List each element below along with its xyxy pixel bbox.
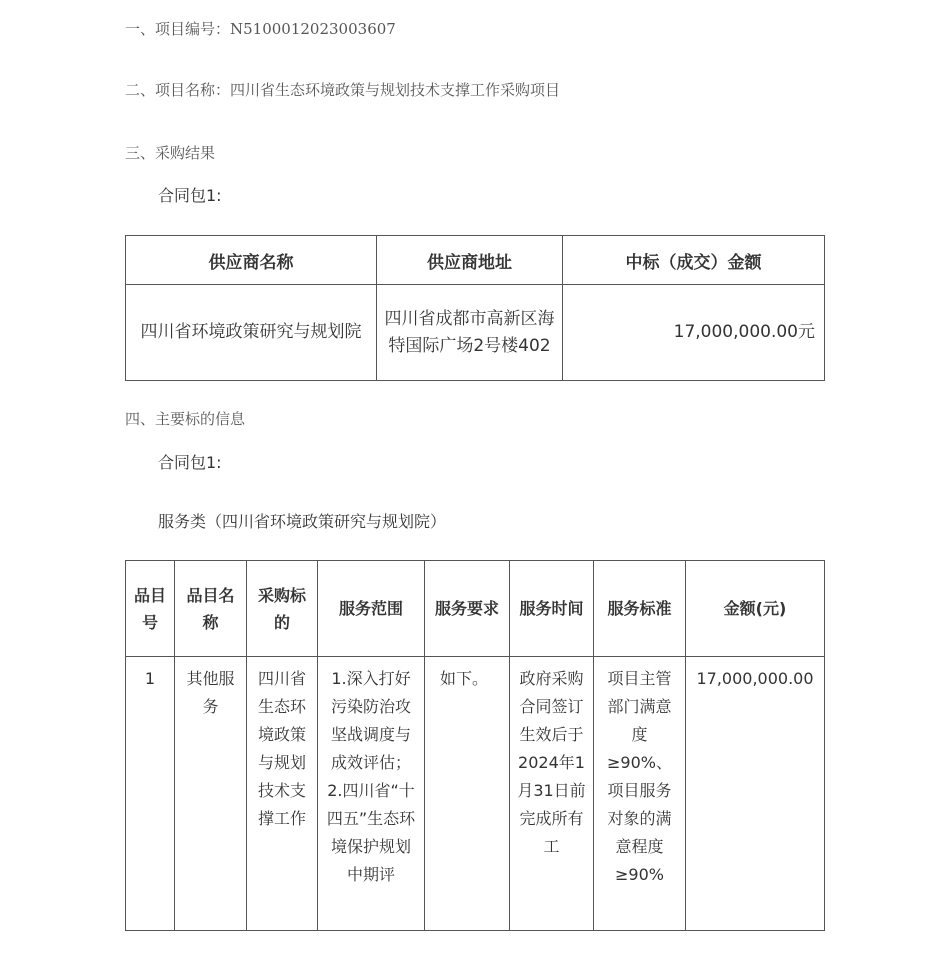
supplier-name: 四川省环境政策研究与规划院 (126, 285, 377, 381)
award-amount: 17,000,000.00元 (563, 285, 825, 381)
header-standard: 服务标准 (594, 561, 686, 657)
header-supplier-name: 供应商名称 (126, 236, 377, 285)
package-label-2: 合同包1: (158, 453, 222, 472)
table-row (126, 657, 825, 931)
service-requirement: 如下。 (425, 657, 510, 931)
header-supplier-address: 供应商地址 (377, 236, 563, 285)
procurement-target: 四川省生态环境政策与规划技术支撑工作 (247, 657, 318, 931)
item-no: 1 (126, 657, 175, 931)
header-time: 服务时间 (510, 561, 594, 657)
service-standard: 项目主管部门满意度≥90%、项目服务对象的满意程度≥90% (594, 657, 686, 931)
item-name: 其他服务 (175, 657, 247, 931)
service-time: 政府采购合同签订生效后于2024年1月31日前完成所有工 (510, 657, 594, 931)
project-number: 一、项目编号：N5100012023003607 (125, 20, 396, 38)
item-amount: 17,000,000.00 (686, 657, 825, 931)
header-item-no: 品目号 (126, 561, 175, 657)
section-procurement-result: 三、采购结果 (125, 144, 216, 162)
project-name: 二、项目名称：四川省生态环境政策与规划技术支撑工作采购项目 (125, 81, 561, 99)
table-row (126, 285, 825, 381)
result-table-header (126, 236, 825, 285)
service-scope: 1.深入打好污染防治攻坚战调度与成效评估；2.四川省“十四五”生态环境保护规划中期评 (318, 657, 425, 931)
service-category: 服务类（四川省环境政策研究与规划院） (158, 512, 447, 531)
header-requirement: 服务要求 (425, 561, 510, 657)
section-main-items: 四、主要标的信息 (125, 410, 246, 428)
header-target: 采购标的 (247, 561, 318, 657)
detail-table-header (126, 561, 825, 657)
header-amount: 金额(元) (686, 561, 825, 657)
package-label-1: 合同包1: (158, 186, 222, 205)
header-award-amount: 中标（成交）金额 (563, 236, 825, 285)
result-table (125, 235, 825, 381)
header-scope: 服务范围 (318, 561, 425, 657)
header-item-name: 品目名称 (175, 561, 247, 657)
supplier-address: 四川省成都市高新区海特国际广场2号楼402 (377, 285, 563, 381)
detail-table (125, 560, 825, 931)
